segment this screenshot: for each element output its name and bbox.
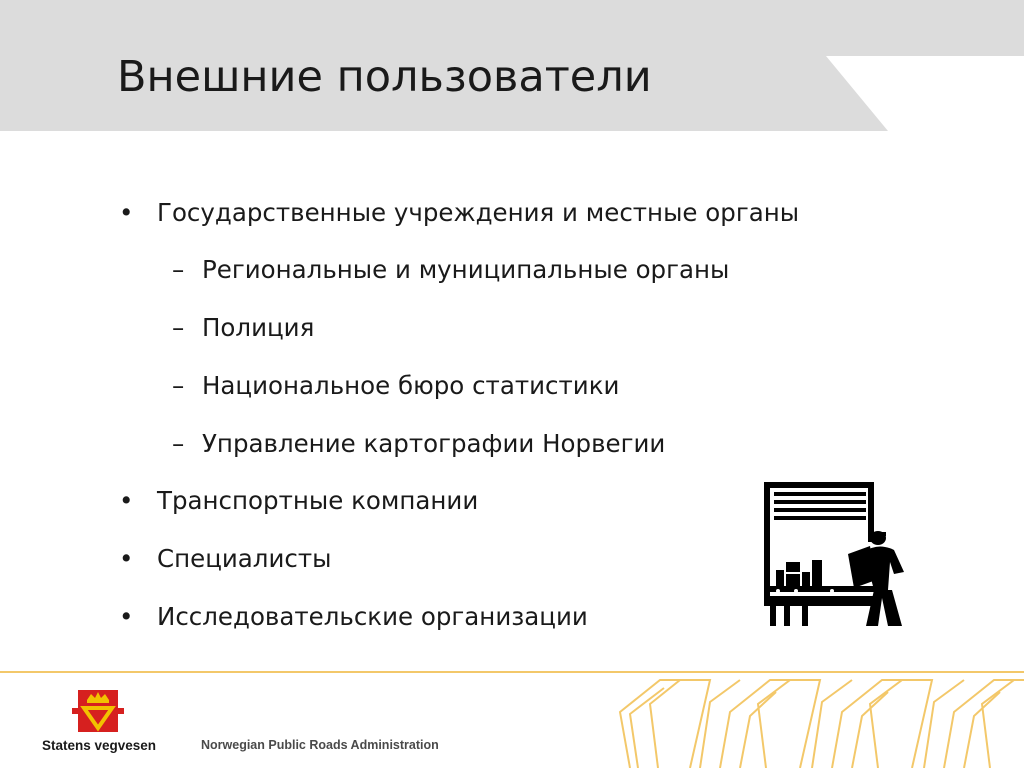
bullet-mark: • <box>119 544 134 573</box>
bullet-text: Транспортные компании <box>157 486 479 515</box>
bullet-mark: • <box>119 602 134 631</box>
bullet-mark: • <box>119 198 134 227</box>
road-pattern-icon <box>600 672 1024 768</box>
bullet-text: Специалисты <box>157 544 332 573</box>
bullet-text: Государственные учреждения и местные органы <box>157 198 800 227</box>
dash-mark: – <box>172 255 185 284</box>
bullet-mark: • <box>119 486 134 515</box>
dash-mark: – <box>172 313 185 342</box>
person-with-store-shelf-icon <box>762 480 916 628</box>
brand-name: Statens vegvesen <box>42 738 157 753</box>
sub-bullet-text: Управление картографии Норвегии <box>202 429 666 458</box>
dash-mark: – <box>172 429 185 458</box>
statens-vegvesen-crown-shield-icon <box>72 688 124 734</box>
sub-bullet-text: Региональные и муниципальные органы <box>202 255 730 284</box>
agency-name: Norwegian Public Roads Administration <box>201 738 439 752</box>
sub-bullet-text: Полиция <box>202 313 315 342</box>
bullet-text: Исследовательские организации <box>157 602 588 631</box>
dash-mark: – <box>172 371 185 400</box>
slide-title: Внешние пользователи <box>117 52 652 102</box>
sub-bullet-text: Национальное бюро статистики <box>202 371 620 400</box>
